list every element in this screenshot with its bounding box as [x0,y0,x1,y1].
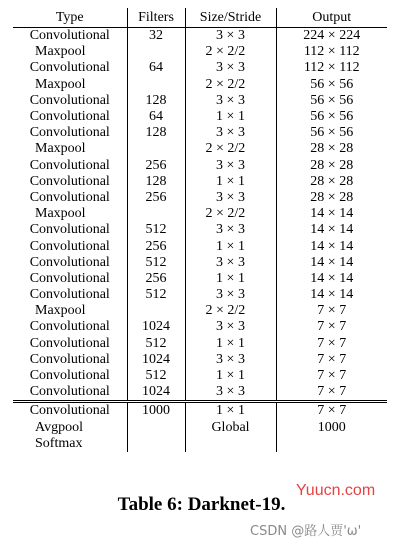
cell-output: 28 × 28 [276,190,387,206]
cell-output: 14 × 14 [276,255,387,271]
cell-size-stride: Global [185,420,276,436]
cell-type: Maxpool [35,303,86,319]
cell-filters: 256 [127,238,185,254]
table-row [13,44,387,60]
cell-filters: 512 [127,287,185,303]
cell-output: 56 × 56 [276,77,387,93]
cell-size-stride: 3 × 3 [185,28,276,45]
cell-size-stride: 1 × 1 [185,174,276,190]
table-row [13,77,387,93]
cell-output: 56 × 56 [276,125,387,141]
csdn-watermark: CSDN @路人贾'ω' [250,524,362,539]
cell-size-stride: 1 × 1 [185,336,276,352]
cell-size-stride: 3 × 3 [185,190,276,206]
table-row [13,384,387,402]
cell-output: 224 × 224 [276,28,387,45]
cell-filters [127,420,185,436]
cell-output: 7 × 7 [276,402,387,420]
cell-output: 14 × 14 [276,222,387,238]
table-tail-body [13,402,387,452]
table-row [13,28,387,45]
table-row [13,206,387,222]
cell-type: Convolutional [29,189,110,205]
cell-filters [127,77,185,93]
cell-type: Maxpool [35,141,86,157]
cell-size-stride: 2 × 2/2 [185,303,276,319]
cell-size-stride: 2 × 2/2 [185,141,276,157]
cell-size-stride: 2 × 2/2 [185,77,276,93]
cell-size-stride: 3 × 3 [185,384,276,402]
table-row [13,303,387,319]
cell-size-stride: 1 × 1 [185,109,276,125]
table-row [13,141,387,157]
table-row [13,287,387,303]
cell-type: Convolutional [13,402,127,420]
cell-type: Convolutional [29,92,110,108]
cell-filters: 128 [127,125,185,141]
cell-output [276,436,387,452]
table-row [13,174,387,190]
cell-type: Convolutional [29,28,110,44]
table-row [13,238,387,254]
cell-type: Convolutional [29,173,110,189]
cell-filters: 256 [127,158,185,174]
cell-filters [127,303,185,319]
cell-output: 7 × 7 [276,303,387,319]
cell-filters: 512 [127,368,185,384]
cell-size-stride: 3 × 3 [185,93,276,109]
table-row [13,352,387,368]
cell-output: 14 × 14 [276,287,387,303]
cell-filters: 1024 [127,384,185,402]
header-size-stride: Size/Stride [185,8,276,28]
table-caption: Table 6: Darknet-19. [117,494,286,515]
cell-filters: 512 [127,336,185,352]
table-row [13,93,387,109]
darknet-table-container [13,8,387,452]
cell-output: 28 × 28 [276,174,387,190]
header-type: Type [13,8,127,28]
cell-output: 7 × 7 [276,352,387,368]
cell-filters: 128 [127,93,185,109]
table-row [13,190,387,206]
cell-size-stride: 3 × 3 [185,60,276,76]
cell-type: Convolutional [29,60,110,76]
cell-filters: 64 [127,60,185,76]
cell-output: 14 × 14 [276,271,387,287]
cell-filters: 256 [127,271,185,287]
cell-type: Maxpool [35,206,86,222]
table-row [13,420,387,436]
cell-filters: 1024 [127,319,185,335]
cell-type: Convolutional [29,157,110,173]
site-watermark: Yuucn.com [296,482,376,499]
cell-filters: 256 [127,190,185,206]
cell-output: 7 × 7 [276,336,387,352]
table-row [13,368,387,384]
table-row [13,402,387,420]
cell-filters [127,436,185,452]
cell-type: Maxpool [35,44,86,60]
cell-type: Avgpool [35,419,83,435]
cell-filters: 64 [127,109,185,125]
table-row [13,222,387,238]
cell-size-stride: 2 × 2/2 [185,44,276,60]
cell-type: Convolutional [29,335,110,351]
cell-size-stride: 2 × 2/2 [185,206,276,222]
cell-type: Convolutional [29,254,110,270]
cell-type: Convolutional [29,351,110,367]
cell-size-stride: 1 × 1 [185,238,276,254]
cell-type: Convolutional [29,125,110,141]
cell-type: Convolutional [29,384,110,400]
table-header-row [13,8,387,28]
cell-output: 112 × 112 [276,60,387,76]
cell-output: 112 × 112 [276,44,387,60]
cell-type: Convolutional [29,319,110,335]
cell-type: Convolutional [29,222,110,238]
cell-output: 14 × 14 [276,206,387,222]
cell-size-stride: 3 × 3 [185,255,276,271]
cell-type: Convolutional [29,287,110,303]
table-row [13,158,387,174]
cell-size-stride: 3 × 3 [185,352,276,368]
cell-filters: 512 [127,222,185,238]
cell-filters [127,141,185,157]
header-filters: Filters [127,8,185,28]
cell-size-stride: 3 × 3 [185,319,276,335]
cell-output: 1000 [276,420,387,436]
cell-filters: 1000 [127,402,185,420]
header-output: Output [276,8,387,28]
table-body [13,28,387,402]
table-row [13,60,387,76]
cell-size-stride: 3 × 3 [185,158,276,174]
cell-type: Softmax [35,435,83,451]
cell-filters: 512 [127,255,185,271]
cell-type: Convolutional [29,109,110,125]
darknet-19-table [13,8,387,452]
table-row [13,125,387,141]
cell-type: Convolutional [29,368,110,384]
cell-output: 14 × 14 [276,238,387,254]
cell-filters [127,44,185,60]
cell-filters: 1024 [127,352,185,368]
cell-type: Maxpool [35,76,86,92]
table-row [13,336,387,352]
cell-size-stride: 1 × 1 [185,368,276,384]
cell-size-stride: 3 × 3 [185,222,276,238]
cell-output: 56 × 56 [276,109,387,125]
cell-size-stride: 1 × 1 [185,271,276,287]
cell-output: 56 × 56 [276,93,387,109]
cell-output: 28 × 28 [276,158,387,174]
cell-output: 7 × 7 [276,368,387,384]
table-row [13,255,387,271]
cell-filters [127,206,185,222]
cell-type: Convolutional [29,270,110,286]
cell-size-stride: 3 × 3 [185,287,276,303]
table-row [13,436,387,452]
cell-filters: 128 [127,174,185,190]
cell-output: 7 × 7 [276,384,387,402]
table-row [13,271,387,287]
cell-type: Convolutional [29,238,110,254]
cell-size-stride [185,436,276,452]
cell-output: 7 × 7 [276,319,387,335]
table-row [13,109,387,125]
cell-output: 28 × 28 [276,141,387,157]
table-row [13,319,387,335]
cell-filters: 32 [127,28,185,45]
cell-size-stride: 1 × 1 [185,402,276,420]
cell-size-stride: 3 × 3 [185,125,276,141]
